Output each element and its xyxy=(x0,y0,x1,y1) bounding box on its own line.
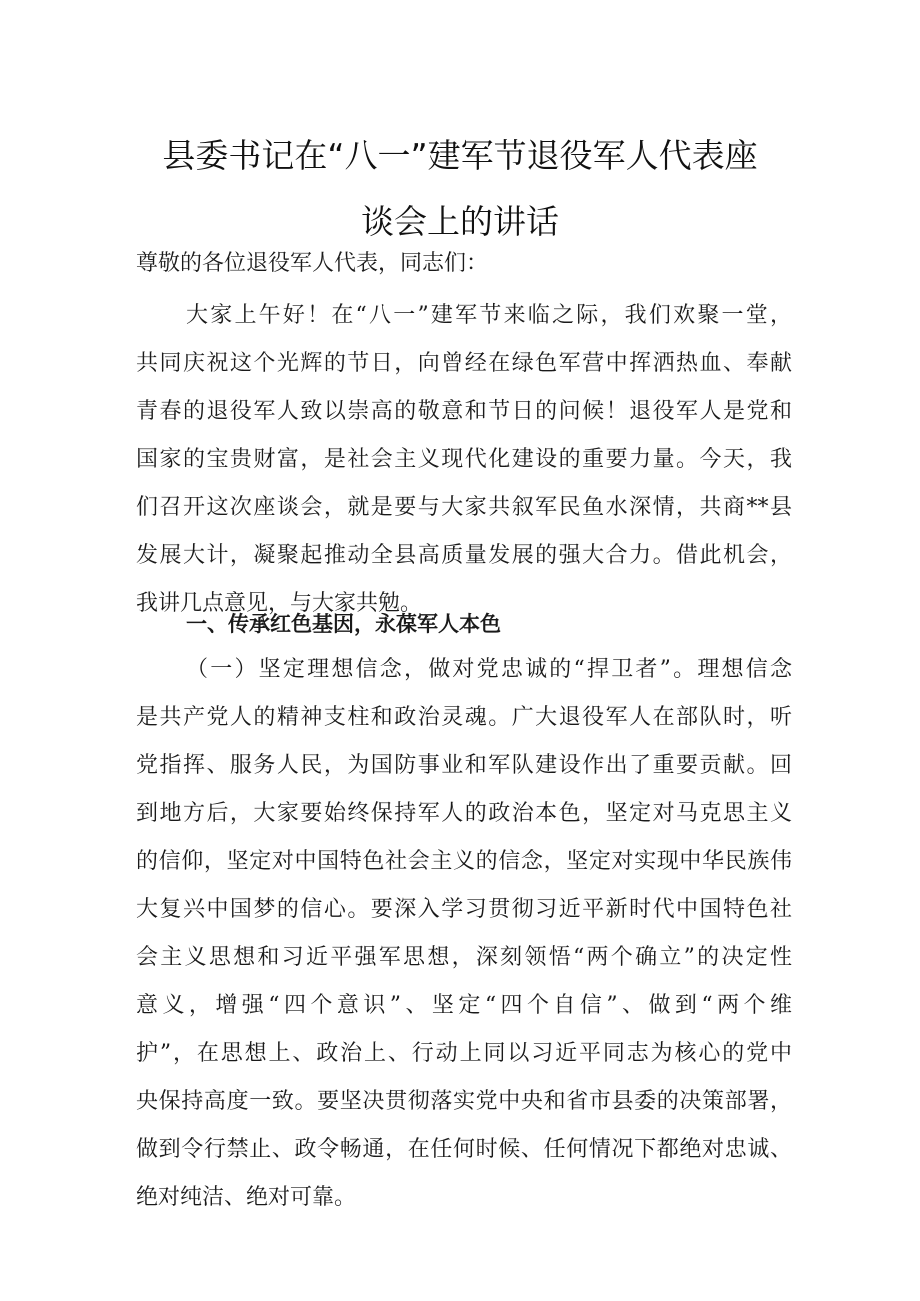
paragraph-line: 绝对纯洁、绝对可靠。 xyxy=(136,1185,357,1210)
paragraph-section-1-1 xyxy=(136,646,792,1222)
document-title-line-2: 谈会上的讲话 xyxy=(361,202,559,241)
paragraph-line: 国家的宝贵财富，是社会主义现代化建设的重要力量。今天，我 xyxy=(136,447,792,472)
salutation: 尊敬的各位退役军人代表，同志们： xyxy=(136,251,489,276)
paragraph-line: 大家上午好！在“八一”建军节来临之际，我们欢聚一堂， xyxy=(186,303,792,328)
paragraph-line: 大复兴中国梦的信心。要深入学习贯彻习近平新时代中国特色社 xyxy=(136,897,792,922)
paragraph-line: 到地方后，大家要始终保持军人的政治本色，坚定对马克思主义 xyxy=(136,801,792,826)
paragraph-line: 们召开这次座谈会，就是要与大家共叙军民鱼水深情，共商**县 xyxy=(136,495,792,520)
paragraph-line: （一）坚定理想信念，做对党忠诚的“捍卫者”。理想信念 xyxy=(186,657,792,682)
paragraph-line: 党指挥、服务人民，为国防事业和军队建设作出了重要贡献。回 xyxy=(136,753,792,778)
paragraph-line: 央保持高度一致。要坚决贯彻落实党中央和省市县委的决策部署， xyxy=(136,1089,792,1114)
document-title-line-1: 县委书记在“八一”建军节退役军人代表座 xyxy=(162,136,758,175)
paragraph-line: 发展大计，凝聚起推动全县高质量发展的强大合力。借此机会， xyxy=(136,543,792,568)
section-heading-1: 一、传承红色基因，永葆军人本色 xyxy=(186,612,501,636)
paragraph-line: 护”，在思想上、政治上、行动上同以习近平同志为核心的党中 xyxy=(136,1041,792,1066)
paragraph-line: 的信仰，坚定对中国特色社会主义的信念，坚定对实现中华民族伟 xyxy=(136,849,792,874)
paragraph-line: 意义，增强“四个意识”、坚定“四个自信”、做到“两个维 xyxy=(136,993,792,1018)
paragraph-line: 青春的退役军人致以崇高的敬意和节日的问候！退役军人是党和 xyxy=(136,399,792,424)
paragraph-line: 是共产党人的精神支柱和政治灵魂。广大退役军人在部队时，听 xyxy=(136,705,792,730)
paragraph-line: 做到令行禁止、政令畅通，在任何时候、任何情况下都绝对忠诚、 xyxy=(136,1137,792,1162)
paragraph-line: 共同庆祝这个光辉的节日，向曾经在绿色军营中挥洒热血、奉献 xyxy=(136,351,792,376)
paragraph-line: 会主义思想和习近平强军思想，深刻领悟“两个确立”的决定性 xyxy=(136,945,792,970)
paragraph-opening xyxy=(136,292,792,628)
paragraph-line: 我讲几点意见，与大家共勉。 xyxy=(136,591,423,616)
